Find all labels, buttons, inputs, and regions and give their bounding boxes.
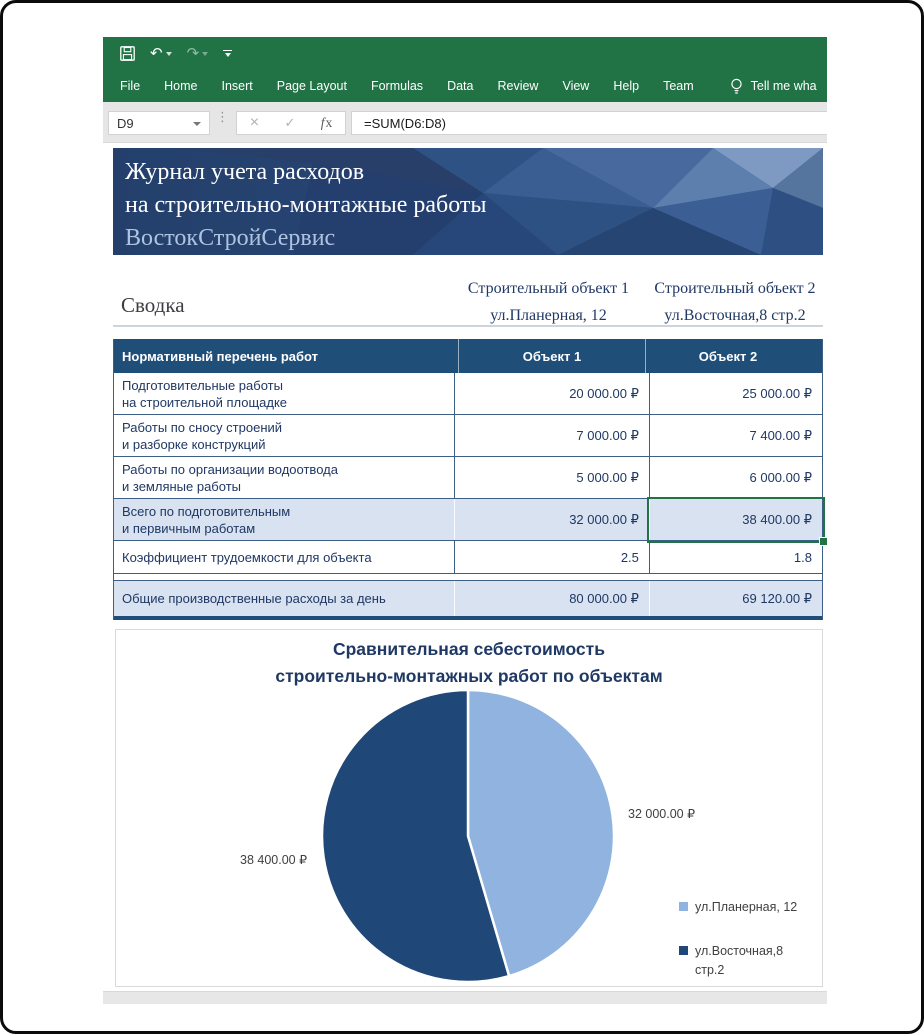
banner-company: ВостокСтройСервис bbox=[125, 225, 336, 251]
enter-icon[interactable]: ✓ bbox=[284, 115, 296, 131]
tab-team[interactable]: Team bbox=[663, 79, 694, 93]
chart-legend bbox=[679, 898, 797, 987]
summary-label: Сводка bbox=[121, 293, 185, 317]
customize-quick-access-button[interactable] bbox=[223, 50, 232, 57]
tab-help[interactable]: Help bbox=[613, 79, 640, 93]
cell-label[interactable]: Всего по подготовительным и первичным работам bbox=[114, 499, 455, 540]
legend-marker-object2 bbox=[679, 946, 688, 955]
customize-icon bbox=[223, 50, 232, 51]
cell-obj1[interactable]: 5 000.00 ₽ bbox=[455, 457, 650, 498]
table-row-subtotal bbox=[114, 499, 822, 541]
banner-text bbox=[125, 156, 487, 255]
object2-address: ул.Восточная,8 стр.2 bbox=[664, 307, 806, 324]
save-button[interactable] bbox=[120, 46, 135, 61]
cell-obj1[interactable]: 2.5 bbox=[455, 541, 650, 573]
legend-marker-object1 bbox=[679, 902, 688, 911]
table-row-total bbox=[114, 581, 822, 616]
cell-obj1[interactable]: 20 000.00 ₽ bbox=[455, 373, 650, 414]
object1-address: ул.Планерная, 12 bbox=[490, 307, 607, 324]
tab-formulas[interactable]: Formulas bbox=[370, 79, 424, 93]
object1-title: Строительный объект 1 bbox=[467, 280, 630, 297]
table-row bbox=[114, 457, 822, 499]
excel-window bbox=[103, 37, 827, 1005]
table-row bbox=[114, 373, 822, 415]
cell-obj2[interactable]: 6 000.00 ₽ bbox=[749, 469, 812, 485]
cell-obj1[interactable]: 7 000.00 ₽ bbox=[455, 415, 650, 456]
name-box-value: D9 bbox=[117, 115, 134, 131]
cell-label[interactable]: Общие производственные расходы за день bbox=[114, 581, 455, 616]
save-icon bbox=[120, 46, 135, 61]
cell-obj2[interactable]: 25 000.00 ₽ bbox=[742, 385, 812, 401]
undo-dropdown-caret[interactable] bbox=[166, 52, 172, 56]
cell-label[interactable]: Работы по организации водоотвода и земляные работы bbox=[114, 457, 455, 498]
tab-view[interactable]: View bbox=[562, 79, 590, 93]
header-cell-object1[interactable]: Объект 1 bbox=[459, 339, 646, 373]
cell-label[interactable]: Подготовительные работы на строительной площадке bbox=[114, 373, 455, 414]
tab-insert[interactable]: Insert bbox=[221, 79, 253, 93]
formula-text: =SUM(D6:D8) bbox=[364, 115, 446, 131]
summary-divider bbox=[113, 325, 823, 327]
table-row bbox=[114, 415, 822, 457]
banner-title-line2: на строительно-монтажные работы bbox=[125, 192, 487, 218]
legend-label-object1: ул.Планерная, 12 bbox=[695, 900, 798, 914]
data-label-object1: 32 000.00 ₽ bbox=[628, 807, 696, 821]
table-bottom-border bbox=[114, 616, 822, 620]
cell-obj2[interactable]: 1.8 bbox=[793, 549, 812, 565]
cell-label[interactable]: Коэффициент трудоемкости для объекта bbox=[114, 541, 455, 573]
quick-access-toolbar bbox=[103, 37, 827, 70]
undo-button[interactable] bbox=[150, 46, 172, 61]
formula-bar-separator: ⋮ bbox=[216, 110, 229, 125]
object2-title: Строительный объект 2 bbox=[654, 280, 816, 297]
header-cell-works[interactable]: Нормативный перечень работ bbox=[114, 339, 459, 373]
cell-obj1[interactable]: 80 000.00 ₽ bbox=[455, 581, 650, 616]
formula-input[interactable] bbox=[351, 111, 827, 135]
cell-obj2[interactable]: 7 400.00 ₽ bbox=[749, 427, 812, 443]
cancel-icon[interactable]: × bbox=[249, 114, 260, 131]
expense-table bbox=[113, 339, 823, 620]
tell-me-box[interactable] bbox=[730, 78, 817, 95]
cell-obj2-selected[interactable]: 38 400.00 ₽ bbox=[742, 511, 812, 527]
formula-bar bbox=[103, 102, 827, 143]
chevron-down-icon bbox=[225, 53, 231, 57]
banner-title-line1: Журнал учета расходов bbox=[125, 159, 365, 185]
legend-item bbox=[679, 898, 797, 917]
legend-label-object2: ул.Восточная,8 стр.2 bbox=[695, 944, 784, 977]
sheet-banner bbox=[113, 148, 823, 255]
redo-dropdown-caret[interactable] bbox=[202, 52, 208, 56]
redo-icon: ↷ bbox=[186, 44, 200, 62]
chart-title-line1: Сравнительная себестоимость bbox=[332, 639, 605, 659]
tab-page-layout[interactable]: Page Layout bbox=[276, 79, 347, 93]
lightbulb-icon bbox=[730, 78, 743, 95]
table-row-coefficient bbox=[114, 541, 822, 574]
header-cell-object2[interactable]: Объект 2 bbox=[698, 348, 758, 364]
object2-header bbox=[647, 275, 823, 329]
cell-label[interactable]: Работы по сносу строений и разборке конструкций bbox=[114, 415, 455, 456]
chart-title-line2: строительно-монтажных работ по объектам bbox=[275, 666, 663, 686]
tab-file[interactable]: File bbox=[120, 79, 141, 93]
formula-buttons bbox=[236, 111, 346, 135]
table-spacer bbox=[114, 574, 822, 581]
tab-home[interactable]: Home bbox=[164, 79, 198, 93]
undo-icon: ↶ bbox=[150, 44, 163, 62]
tell-me-label: Tell me wha bbox=[750, 79, 817, 93]
data-label-object2: 38 400.00 ₽ bbox=[240, 853, 308, 867]
pie-chart-area[interactable] bbox=[115, 629, 823, 987]
ribbon-tabs bbox=[103, 70, 827, 102]
object1-header bbox=[450, 275, 647, 329]
legend-item bbox=[679, 942, 797, 980]
ribbon bbox=[103, 37, 827, 102]
cell-obj2[interactable]: 69 120.00 ₽ bbox=[742, 590, 812, 606]
insert-function-icon[interactable]: fx bbox=[320, 115, 333, 130]
horizontal-scrollbar[interactable] bbox=[103, 991, 827, 1004]
cell-obj1[interactable]: 32 000.00 ₽ bbox=[455, 499, 650, 540]
name-box-caret-icon[interactable] bbox=[193, 122, 201, 126]
tab-review[interactable]: Review bbox=[497, 79, 539, 93]
table-header-row bbox=[114, 339, 822, 373]
name-box[interactable] bbox=[108, 111, 210, 135]
tab-data[interactable]: Data bbox=[447, 79, 474, 93]
redo-button[interactable] bbox=[187, 46, 209, 61]
